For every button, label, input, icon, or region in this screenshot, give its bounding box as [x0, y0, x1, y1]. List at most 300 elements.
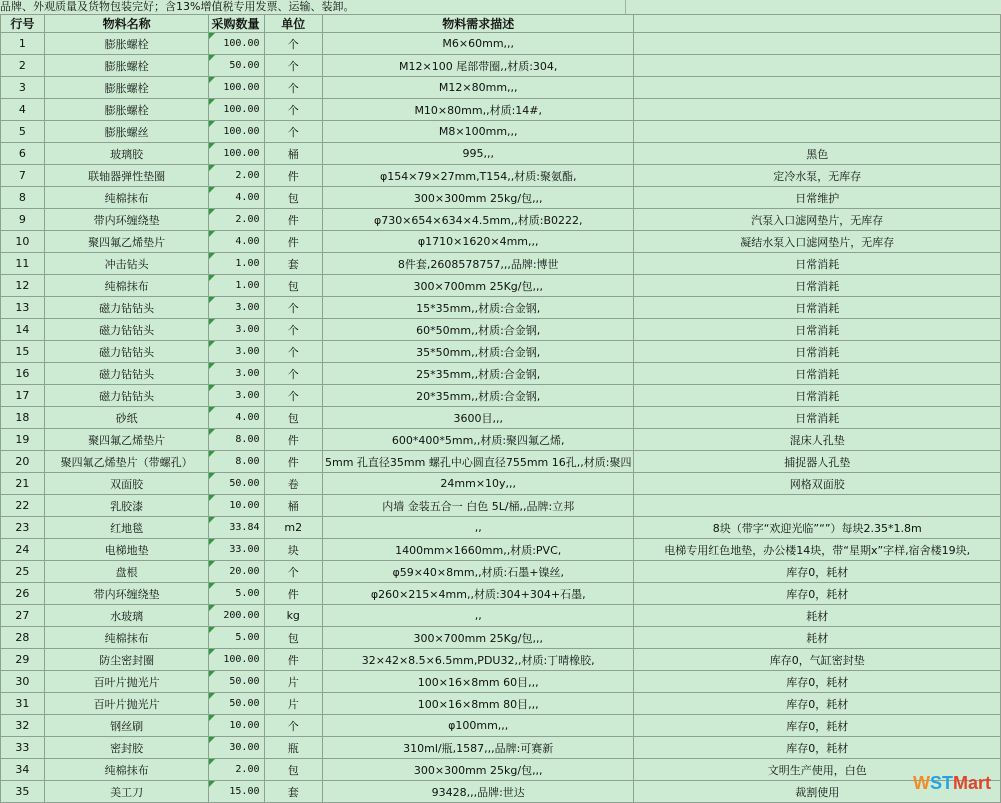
quantity-cell[interactable] — [209, 737, 264, 759]
quantity-cell[interactable] — [209, 55, 264, 77]
note-cell[interactable] — [634, 693, 1001, 715]
quantity-cell[interactable] — [209, 649, 264, 671]
material-name-cell[interactable] — [44, 407, 209, 429]
table-row[interactable] — [1, 143, 1001, 165]
note-cell[interactable] — [634, 407, 1001, 429]
material-name-cell[interactable] — [44, 693, 209, 715]
row-number-cell[interactable] — [1, 77, 45, 99]
row-number-cell[interactable] — [1, 539, 45, 561]
cell-error-flag-icon — [209, 473, 215, 479]
unit-cell-text: 卷 — [287, 477, 299, 491]
table-row[interactable] — [1, 693, 1001, 715]
note-cell-text: 定冷水泵，无库存 — [773, 169, 862, 183]
table-row[interactable] — [1, 341, 1001, 363]
table-row[interactable] — [1, 715, 1001, 737]
table-row[interactable] — [1, 363, 1001, 385]
unit-cell-text: 个 — [287, 323, 299, 337]
row-number-cell[interactable] — [1, 517, 45, 539]
row-number-cell[interactable] — [1, 187, 45, 209]
material-name-cell[interactable] — [44, 55, 209, 77]
table-row[interactable] — [1, 297, 1001, 319]
description-cell[interactable] — [322, 363, 633, 385]
note-cell[interactable] — [634, 737, 1001, 759]
description-cell[interactable] — [322, 385, 633, 407]
description-cell[interactable] — [322, 165, 633, 187]
table-row[interactable] — [1, 319, 1001, 341]
row-number-cell[interactable] — [1, 693, 45, 715]
requirement-note: 品牌、外观质量及货物包装完好；含13%增值税专用发票、运输、装卸。 — [0, 0, 625, 14]
quantity-cell-text: 100.00 — [223, 104, 260, 115]
note-cell-text: 库存0，耗材 — [786, 719, 849, 733]
row-number-cell[interactable] — [1, 297, 45, 319]
quantity-cell[interactable] — [209, 693, 264, 715]
table-row[interactable] — [1, 121, 1001, 143]
table-row[interactable] — [1, 209, 1001, 231]
material-name-cell[interactable] — [44, 187, 209, 209]
unit-cell-text: 件 — [287, 587, 299, 601]
description-cell[interactable] — [322, 473, 633, 495]
note-cell-text: 日常消耗 — [795, 323, 840, 337]
note-cell[interactable] — [634, 451, 1001, 473]
unit-cell[interactable] — [264, 55, 322, 77]
material-name-cell-text: 防尘密封圈 — [99, 653, 155, 667]
cell-error-flag-icon — [209, 671, 215, 677]
unit-cell[interactable] — [264, 231, 322, 253]
row-number-cell[interactable] — [1, 451, 45, 473]
description-cell[interactable] — [322, 187, 633, 209]
note-cell[interactable] — [634, 55, 1001, 77]
description-cell[interactable] — [322, 297, 633, 319]
unit-cell[interactable] — [264, 715, 322, 737]
row-number-cell-text: 5 — [18, 125, 26, 138]
unit-cell[interactable] — [264, 407, 322, 429]
cell-error-flag-icon — [209, 429, 215, 435]
quantity-cell[interactable] — [209, 715, 264, 737]
material-name-cell[interactable] — [44, 583, 209, 605]
unit-cell[interactable] — [264, 77, 322, 99]
quantity-cell[interactable] — [209, 77, 264, 99]
material-name-cell[interactable] — [44, 451, 209, 473]
row-number-cell[interactable] — [1, 363, 45, 385]
unit-cell[interactable] — [264, 693, 322, 715]
note-cell[interactable] — [634, 429, 1001, 451]
table-row[interactable] — [1, 473, 1001, 495]
description-cell[interactable] — [322, 605, 633, 627]
row-number-cell[interactable] — [1, 671, 45, 693]
description-cell[interactable] — [322, 319, 633, 341]
table-row[interactable] — [1, 99, 1001, 121]
unit-cell[interactable] — [264, 517, 322, 539]
row-number-cell[interactable] — [1, 341, 45, 363]
note-cell[interactable] — [634, 385, 1001, 407]
note-cell[interactable] — [634, 143, 1001, 165]
unit-cell[interactable] — [264, 649, 322, 671]
material-name-cell[interactable] — [44, 297, 209, 319]
table-row[interactable] — [1, 451, 1001, 473]
row-number-cell[interactable] — [1, 759, 45, 781]
row-number-cell[interactable] — [1, 319, 45, 341]
quantity-cell[interactable] — [209, 231, 264, 253]
material-name-cell[interactable] — [44, 231, 209, 253]
description-cell[interactable] — [322, 55, 633, 77]
row-number-cell[interactable] — [1, 55, 45, 77]
description-cell[interactable] — [322, 341, 633, 363]
material-name-cell[interactable] — [44, 671, 209, 693]
unit-cell[interactable] — [264, 297, 322, 319]
unit-cell-text: 件 — [287, 455, 299, 469]
note-cell[interactable] — [634, 495, 1001, 517]
quantity-cell[interactable] — [209, 781, 264, 803]
quantity-cell[interactable] — [209, 583, 264, 605]
description-cell[interactable] — [322, 99, 633, 121]
row-number-cell[interactable] — [1, 165, 45, 187]
quantity-cell[interactable] — [209, 495, 264, 517]
description-cell[interactable] — [322, 231, 633, 253]
table-row[interactable] — [1, 231, 1001, 253]
table-row[interactable] — [1, 495, 1001, 517]
cell-error-flag-icon — [209, 649, 215, 655]
quantity-cell[interactable] — [209, 407, 264, 429]
note-cell[interactable] — [634, 473, 1001, 495]
material-name-cell[interactable] — [44, 363, 209, 385]
row-number-cell[interactable] — [1, 627, 45, 649]
note-cell[interactable] — [634, 77, 1001, 99]
material-name-cell-text: 百叶片抛光片 — [93, 675, 160, 689]
description-cell[interactable] — [322, 693, 633, 715]
row-number-cell[interactable] — [1, 649, 45, 671]
unit-cell[interactable] — [264, 99, 322, 121]
table-row[interactable] — [1, 561, 1001, 583]
row-number-cell-text: 28 — [15, 631, 30, 644]
note-cell[interactable] — [634, 583, 1001, 605]
quantity-cell[interactable] — [209, 385, 264, 407]
note-cell[interactable] — [634, 297, 1001, 319]
table-row[interactable] — [1, 165, 1001, 187]
quantity-cell-text: 8.00 — [235, 456, 260, 467]
material-name-cell[interactable] — [44, 209, 209, 231]
row-number-cell-text: 26 — [15, 587, 30, 600]
quantity-cell[interactable] — [209, 165, 264, 187]
quantity-cell[interactable] — [209, 341, 264, 363]
row-number-cell[interactable] — [1, 275, 45, 297]
material-name-cell[interactable] — [44, 385, 209, 407]
unit-cell-text: 片 — [287, 675, 299, 689]
description-cell[interactable] — [322, 495, 633, 517]
quantity-cell[interactable] — [209, 517, 264, 539]
table-row[interactable] — [1, 407, 1001, 429]
unit-cell[interactable] — [264, 319, 322, 341]
row-number-cell-text: 9 — [18, 213, 26, 226]
unit-cell[interactable] — [264, 781, 322, 803]
quantity-cell[interactable] — [209, 363, 264, 385]
quantity-cell[interactable] — [209, 297, 264, 319]
cell-error-flag-icon — [209, 539, 215, 545]
unit-cell[interactable] — [264, 385, 322, 407]
note-cell[interactable] — [634, 231, 1001, 253]
quantity-cell[interactable] — [209, 99, 264, 121]
row-number-cell[interactable] — [1, 385, 45, 407]
table-row[interactable] — [1, 781, 1001, 803]
description-cell[interactable] — [322, 429, 633, 451]
description-cell[interactable] — [322, 539, 633, 561]
quantity-cell[interactable] — [209, 539, 264, 561]
unit-cell-text: 个 — [287, 59, 299, 73]
note-cell[interactable] — [634, 561, 1001, 583]
material-name-cell[interactable] — [44, 319, 209, 341]
unit-cell[interactable] — [264, 539, 322, 561]
description-cell[interactable] — [322, 583, 633, 605]
unit-cell[interactable] — [264, 737, 322, 759]
row-number-cell[interactable] — [1, 737, 45, 759]
description-cell[interactable] — [322, 121, 633, 143]
material-name-cell[interactable] — [44, 495, 209, 517]
row-number-cell[interactable] — [1, 473, 45, 495]
row-number-cell-text: 31 — [15, 697, 30, 710]
quantity-cell-text: 4.00 — [235, 192, 260, 203]
note-cell[interactable] — [634, 121, 1001, 143]
note-cell-text: 日常消耗 — [795, 411, 840, 425]
material-name-cell[interactable] — [44, 253, 209, 275]
material-name-cell[interactable] — [44, 121, 209, 143]
note-cell[interactable] — [634, 517, 1001, 539]
row-number-cell-text: 29 — [15, 653, 30, 666]
material-name-cell-text: 磁力钻钻头 — [99, 323, 155, 337]
table-row[interactable] — [1, 187, 1001, 209]
row-number-cell[interactable] — [1, 715, 45, 737]
description-cell[interactable] — [322, 451, 633, 473]
material-name-cell[interactable] — [44, 627, 209, 649]
description-cell[interactable] — [322, 407, 633, 429]
material-name-cell-text: 膨胀螺栓 — [104, 103, 149, 117]
row-number-cell-text: 11 — [15, 257, 30, 270]
note-cell-text: 日常消耗 — [795, 367, 840, 381]
note-cell[interactable] — [634, 363, 1001, 385]
unit-cell[interactable] — [264, 187, 322, 209]
description-cell[interactable] — [322, 143, 633, 165]
description-cell[interactable] — [322, 759, 633, 781]
row-number-cell-text: 23 — [15, 521, 30, 534]
row-number-cell[interactable] — [1, 143, 45, 165]
quantity-cell[interactable] — [209, 605, 264, 627]
unit-cell-text: 个 — [287, 301, 299, 315]
quantity-cell[interactable] — [209, 319, 264, 341]
cell-error-flag-icon — [209, 253, 215, 259]
row-number-cell-text: 15 — [15, 345, 30, 358]
table-row[interactable] — [1, 737, 1001, 759]
material-name-cell[interactable] — [44, 33, 209, 55]
table-row[interactable] — [1, 583, 1001, 605]
unit-cell[interactable] — [264, 143, 322, 165]
row-number-cell[interactable] — [1, 781, 45, 803]
row-number-cell[interactable] — [1, 561, 45, 583]
description-cell[interactable] — [322, 649, 633, 671]
material-name-cell[interactable] — [44, 781, 209, 803]
description-cell[interactable] — [322, 781, 633, 803]
note-cell[interactable] — [634, 187, 1001, 209]
row-number-cell[interactable] — [1, 407, 45, 429]
watermark-mart: Mart — [952, 773, 991, 793]
material-name-cell[interactable] — [44, 715, 209, 737]
note-cell[interactable] — [634, 605, 1001, 627]
table-row[interactable] — [1, 275, 1001, 297]
description-cell[interactable] — [322, 561, 633, 583]
description-cell[interactable] — [322, 253, 633, 275]
cell-error-flag-icon — [209, 77, 215, 83]
material-name-cell[interactable] — [44, 759, 209, 781]
description-cell[interactable] — [322, 77, 633, 99]
quantity-cell[interactable] — [209, 451, 264, 473]
unit-cell[interactable] — [264, 451, 322, 473]
table-row[interactable] — [1, 759, 1001, 781]
quantity-cell[interactable] — [209, 671, 264, 693]
table-row[interactable] — [1, 627, 1001, 649]
quantity-cell-text: 3.00 — [235, 302, 260, 313]
quantity-cell[interactable] — [209, 627, 264, 649]
unit-cell[interactable] — [264, 605, 322, 627]
note-cell[interactable] — [634, 275, 1001, 297]
note-cell[interactable] — [634, 671, 1001, 693]
quantity-cell[interactable] — [209, 121, 264, 143]
row-number-cell-text: 30 — [15, 675, 30, 688]
quantity-cell[interactable] — [209, 429, 264, 451]
material-name-cell[interactable] — [44, 341, 209, 363]
table-row[interactable] — [1, 385, 1001, 407]
note-cell[interactable] — [634, 627, 1001, 649]
table-row[interactable] — [1, 253, 1001, 275]
row-number-cell[interactable] — [1, 495, 45, 517]
note-cell[interactable] — [634, 209, 1001, 231]
unit-cell[interactable] — [264, 473, 322, 495]
note-cell[interactable] — [634, 539, 1001, 561]
row-number-cell[interactable] — [1, 429, 45, 451]
table-row[interactable] — [1, 77, 1001, 99]
unit-cell[interactable] — [264, 495, 322, 517]
description-cell[interactable] — [322, 209, 633, 231]
table-row[interactable] — [1, 429, 1001, 451]
quantity-cell[interactable] — [209, 275, 264, 297]
material-name-cell[interactable] — [44, 737, 209, 759]
description-cell-text: 93428,,,品牌:世达 — [431, 785, 525, 799]
table-row[interactable] — [1, 539, 1001, 561]
description-cell-text: ,, — [474, 521, 482, 534]
note-cell[interactable] — [634, 99, 1001, 121]
unit-cell[interactable] — [264, 671, 322, 693]
material-name-cell[interactable] — [44, 143, 209, 165]
table-row[interactable] — [1, 55, 1001, 77]
material-name-cell[interactable] — [44, 99, 209, 121]
material-name-cell[interactable] — [44, 649, 209, 671]
material-name-cell[interactable] — [44, 517, 209, 539]
note-cell[interactable] — [634, 33, 1001, 55]
quantity-cell[interactable] — [209, 561, 264, 583]
material-name-cell[interactable] — [44, 275, 209, 297]
row-number-cell[interactable] — [1, 209, 45, 231]
unit-cell[interactable] — [264, 341, 322, 363]
note-cell[interactable] — [634, 715, 1001, 737]
note-cell[interactable] — [634, 253, 1001, 275]
material-name-cell[interactable] — [44, 561, 209, 583]
unit-cell[interactable] — [264, 253, 322, 275]
quantity-cell[interactable] — [209, 143, 264, 165]
description-cell[interactable] — [322, 517, 633, 539]
row-number-cell[interactable] — [1, 99, 45, 121]
unit-cell[interactable] — [264, 561, 322, 583]
table-row[interactable] — [1, 671, 1001, 693]
material-name-cell-text: 纯棉抹布 — [104, 191, 149, 205]
unit-cell[interactable] — [264, 121, 322, 143]
material-name-cell[interactable] — [44, 473, 209, 495]
material-name-cell[interactable] — [44, 77, 209, 99]
row-number-cell-text: 3 — [18, 81, 26, 94]
row-number-cell[interactable] — [1, 605, 45, 627]
row-number-cell[interactable] — [1, 121, 45, 143]
description-cell[interactable] — [322, 737, 633, 759]
unit-cell[interactable] — [264, 759, 322, 781]
table-row[interactable] — [1, 605, 1001, 627]
material-name-cell[interactable] — [44, 605, 209, 627]
material-name-cell[interactable] — [44, 429, 209, 451]
unit-cell-text: 瓶 — [287, 741, 299, 755]
description-cell[interactable] — [322, 627, 633, 649]
row-number-cell[interactable] — [1, 231, 45, 253]
cell-error-flag-icon — [209, 407, 215, 413]
row-number-cell-text: 16 — [15, 367, 30, 380]
quantity-cell-text: 5.00 — [235, 632, 260, 643]
quantity-cell[interactable] — [209, 209, 264, 231]
unit-cell[interactable] — [264, 33, 322, 55]
quantity-cell-text: 2.00 — [235, 214, 260, 225]
unit-cell[interactable] — [264, 209, 322, 231]
header-row — [1, 15, 1001, 33]
table-row[interactable] — [1, 33, 1001, 55]
material-name-cell-text: 磁力钻钻头 — [99, 345, 155, 359]
description-cell[interactable] — [322, 671, 633, 693]
description-cell[interactable] — [322, 33, 633, 55]
unit-cell[interactable] — [264, 627, 322, 649]
quantity-cell[interactable] — [209, 33, 264, 55]
description-cell[interactable] — [322, 715, 633, 737]
material-name-cell[interactable] — [44, 539, 209, 561]
note-cell[interactable] — [634, 319, 1001, 341]
table-row[interactable] — [1, 649, 1001, 671]
unit-cell-text: 包 — [287, 279, 299, 293]
unit-cell[interactable] — [264, 165, 322, 187]
row-number-cell[interactable] — [1, 253, 45, 275]
unit-cell-text: 件 — [287, 235, 299, 249]
unit-cell[interactable] — [264, 363, 322, 385]
note-cell[interactable] — [634, 649, 1001, 671]
description-cell-text: 35*50mm,,材质:合金钢, — [416, 345, 541, 359]
unit-cell[interactable] — [264, 583, 322, 605]
material-name-cell[interactable] — [44, 165, 209, 187]
cell-error-flag-icon — [209, 143, 215, 149]
table-row[interactable] — [1, 517, 1001, 539]
description-cell[interactable] — [322, 275, 633, 297]
unit-cell[interactable] — [264, 275, 322, 297]
quantity-cell[interactable] — [209, 759, 264, 781]
quantity-cell[interactable] — [209, 473, 264, 495]
quantity-cell-text: 30.00 — [229, 742, 260, 753]
row-number-cell[interactable] — [1, 33, 45, 55]
unit-cell[interactable] — [264, 429, 322, 451]
row-number-cell[interactable] — [1, 583, 45, 605]
quantity-cell[interactable] — [209, 187, 264, 209]
description-cell-text: M10×80mm,,材质:14#, — [414, 103, 542, 117]
note-cell-text: 库存0，耗材 — [786, 675, 849, 689]
note-cell[interactable] — [634, 341, 1001, 363]
note-cell[interactable] — [634, 165, 1001, 187]
quantity-cell[interactable] — [209, 253, 264, 275]
